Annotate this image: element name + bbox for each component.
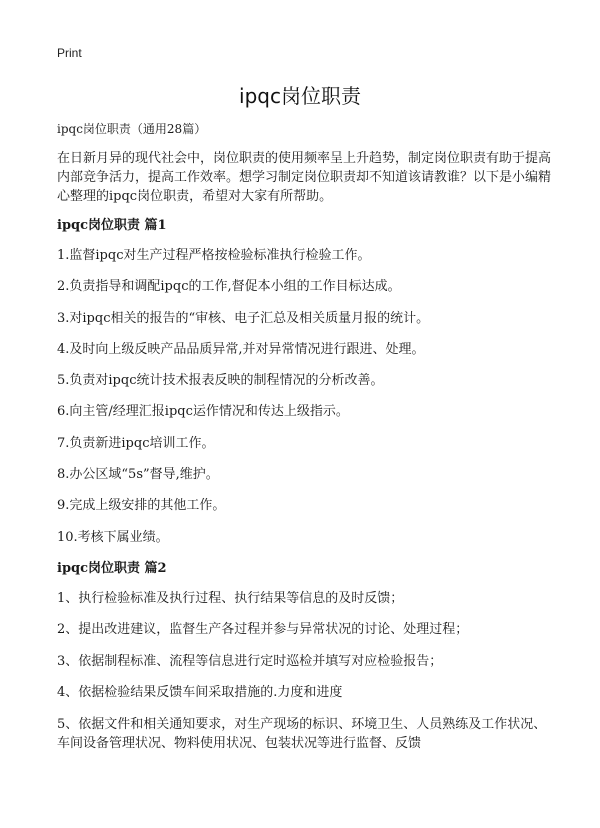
list-item: 3.对ipqc相关的报告的“审核、电子汇总及相关质量月报的统计。 [57,310,430,326]
list-item: 2、提出改进建议，监督生产各过程并参与异常状况的讨论、处理过程； [57,622,469,638]
document-subtitle: ipqc岗位职责（通用28篇） [57,122,207,136]
list-item: 8.办公区域“5s”督导,维护。 [57,467,219,483]
list-item: 7.负责新进ipqc培训工作。 [57,435,215,451]
list-item: 10.考核下属业绩。 [57,529,169,545]
print-link[interactable]: Print [57,46,82,60]
list-item: 9.完成上级安排的其他工作。 [57,498,226,514]
list-item: 1、执行检验标准及执行过程、执行结果等信息的及时反馈； [57,590,404,606]
list-item: 5.负责对ipqc统计技术报表反映的制程情况的分析改善。 [57,373,384,389]
section-2 [57,560,552,753]
list-item: 4、依据检验结果反馈车间采取措施的.力度和进度 [57,684,343,700]
section-heading: ipqc岗位职责 篇2 [57,560,167,576]
list-item: 2.负责指导和调配ipqc的工作,督促本小组的工作目标达成。 [57,279,401,295]
list-item: 3、依据制程标准、流程等信息进行定时巡检并填写对应检验报告； [57,653,443,669]
page-title: ipqc岗位职责 [239,84,361,108]
document-body [57,121,552,766]
intro-paragraph: 在日新月异的现代社会中，岗位职责的使用频率呈上升趋势，制定岗位职责有助于提高内部竞争活力，提高工作效率。想学习制定岗位职责却不知道该请教谁？以下是小编精心整理的ipqc岗位职责，希望对大家有所帮助。 [57,151,552,204]
section-heading: ipqc岗位职责 篇1 [57,218,167,233]
list-item: 1.监督ipqc对生产过程严格按检验标准执行检验工作。 [57,248,371,263]
list-item: 6.向主管/经理汇报ipqc运作情况和传达上级指示。 [57,404,349,420]
section-1 [57,217,552,547]
list-item: 4.及时向上级反映产品品质异常,并对异常情况进行跟进、处理。 [57,341,425,357]
list-item: 5、依据文件和相关通知要求，对生产现场的标识、环境卫生、人员熟练及工作状况、车间设备管理状况、物料使用状况、包装状况等进行监督、反馈 [57,717,547,752]
